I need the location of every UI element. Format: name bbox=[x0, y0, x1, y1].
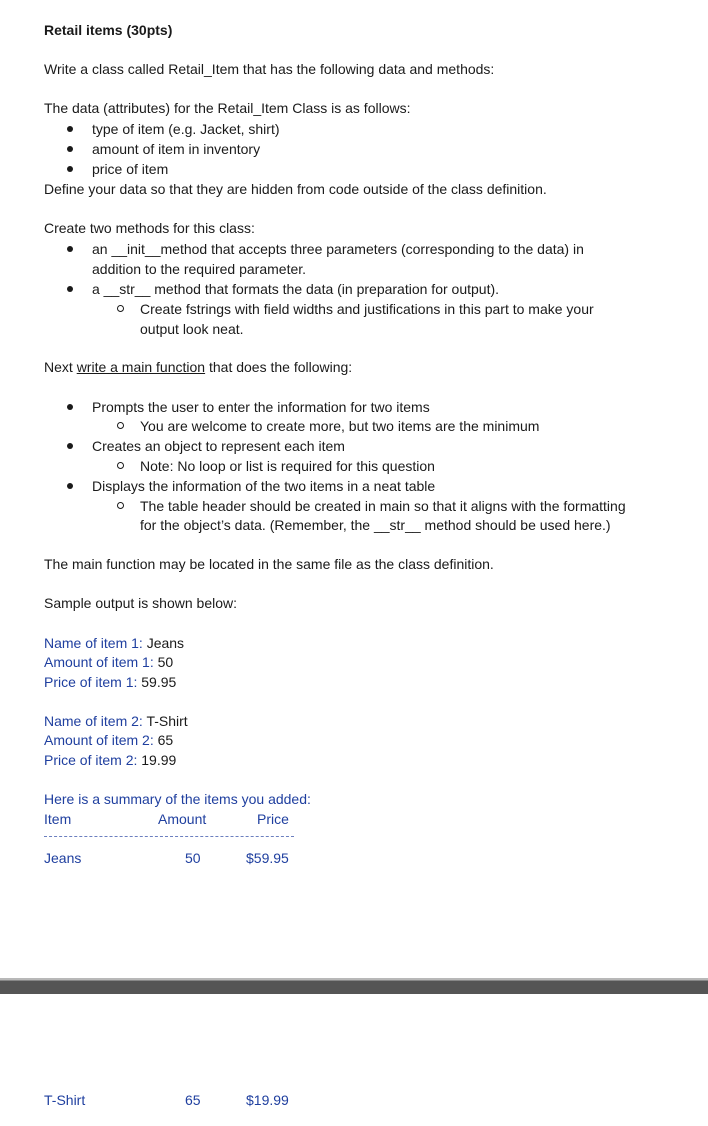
task-prompt: Prompts the user to enter the information for two items bbox=[92, 399, 430, 415]
input-value: 19.99 bbox=[141, 752, 177, 768]
main-heading bbox=[44, 358, 352, 376]
intro-text: Write a class called Retail_Item that has the following data and methods: bbox=[44, 61, 495, 77]
bullet-icon bbox=[67, 483, 73, 489]
page-title: Retail items (30pts) bbox=[44, 22, 173, 38]
task-display-sub-cont: for the object’s data. (Remember, the __str__ method should be used here.) bbox=[140, 517, 611, 533]
attribute-item: price of item bbox=[92, 161, 169, 177]
sample-amount-line-1 bbox=[44, 653, 173, 671]
table-header-price: Price bbox=[257, 811, 289, 827]
input-value: Jeans bbox=[146, 635, 185, 651]
task-display-sub: The table header should be created in main so that it aligns with the formatting bbox=[140, 498, 626, 514]
bullet-icon bbox=[67, 146, 73, 152]
attribute-item: type of item (e.g. Jacket, shirt) bbox=[92, 121, 280, 137]
bullet-icon bbox=[67, 126, 73, 132]
sub-bullet-icon bbox=[117, 305, 124, 312]
input-value: T-Shirt bbox=[146, 713, 188, 729]
main-function-link[interactable]: write a main function bbox=[76, 359, 206, 375]
data-note: Define your data so that they are hidden from code outside of the class definition. bbox=[44, 181, 547, 197]
bullet-icon bbox=[67, 404, 73, 410]
bullet-icon bbox=[67, 286, 73, 292]
prompt-label: Amount of item 2: bbox=[44, 732, 158, 748]
prompt-label: Amount of item 1: bbox=[44, 654, 158, 670]
main-heading-prefix: Next bbox=[44, 359, 77, 375]
task-create: Creates an object to represent each item bbox=[92, 438, 345, 454]
table-divider bbox=[44, 836, 294, 837]
prompt-label: Name of item 1: bbox=[44, 635, 147, 651]
sub-bullet-icon bbox=[117, 502, 124, 509]
sample-name-line-1 bbox=[44, 634, 184, 652]
table-cell-item: Jeans bbox=[44, 850, 82, 866]
main-location-text: The main function may be located in the same file as the class definition. bbox=[44, 556, 494, 572]
str-sub-text: Create fstrings with field widths and justifications in this part to make your bbox=[140, 301, 594, 317]
task-prompt-sub: You are welcome to create more, but two items are the minimum bbox=[140, 418, 540, 434]
summary-heading: Here is a summary of the items you added: bbox=[44, 791, 311, 807]
table-cell-amount: 50 bbox=[185, 850, 201, 866]
input-value: 59.95 bbox=[141, 674, 177, 690]
bullet-icon bbox=[67, 246, 73, 252]
input-value: 50 bbox=[157, 654, 174, 670]
data-heading: The data (attributes) for the Retail_Item Class is as follows: bbox=[44, 100, 411, 116]
sample-price-line-2 bbox=[44, 751, 176, 769]
str-sub-text-cont: output look neat. bbox=[140, 321, 244, 337]
methods-heading: Create two methods for this class: bbox=[44, 220, 255, 236]
table-cell-price: $59.95 bbox=[246, 850, 289, 866]
str-method-text: a __str__ method that formats the data (in preparation for output). bbox=[92, 281, 500, 297]
sample-amount-line-2 bbox=[44, 731, 173, 749]
prompt-label: Name of item 2: bbox=[44, 713, 147, 729]
table-header-amount: Amount bbox=[158, 811, 207, 827]
sample-name-line-2 bbox=[44, 712, 188, 730]
prompt-label: Price of item 1: bbox=[44, 674, 142, 690]
sub-bullet-icon bbox=[117, 422, 124, 429]
table-header-item: Item bbox=[44, 811, 72, 827]
table-cell-amount: 65 bbox=[185, 1092, 201, 1108]
sample-price-line-1 bbox=[44, 673, 176, 691]
task-display: Displays the information of the two items in a neat table bbox=[92, 478, 436, 494]
sample-heading: Sample output is shown below: bbox=[44, 595, 237, 611]
page-separator bbox=[0, 978, 708, 994]
attribute-item: amount of item in inventory bbox=[92, 141, 261, 157]
init-method-text-cont: addition to the required parameter. bbox=[92, 261, 307, 277]
table-cell-item: T-Shirt bbox=[44, 1092, 86, 1108]
table-cell-price: $19.99 bbox=[246, 1092, 289, 1108]
bullet-icon bbox=[67, 166, 73, 172]
document-page-2 bbox=[0, 994, 708, 1126]
sub-bullet-icon bbox=[117, 462, 124, 469]
task-create-sub: Note: No loop or list is required for this question bbox=[140, 458, 435, 474]
init-method-text: an __init__method that accepts three parameters (corresponding to the data) in bbox=[92, 241, 584, 257]
main-heading-suffix: that does the following: bbox=[205, 359, 353, 375]
input-value: 65 bbox=[157, 732, 174, 748]
bullet-icon bbox=[67, 443, 73, 449]
prompt-label: Price of item 2: bbox=[44, 752, 142, 768]
